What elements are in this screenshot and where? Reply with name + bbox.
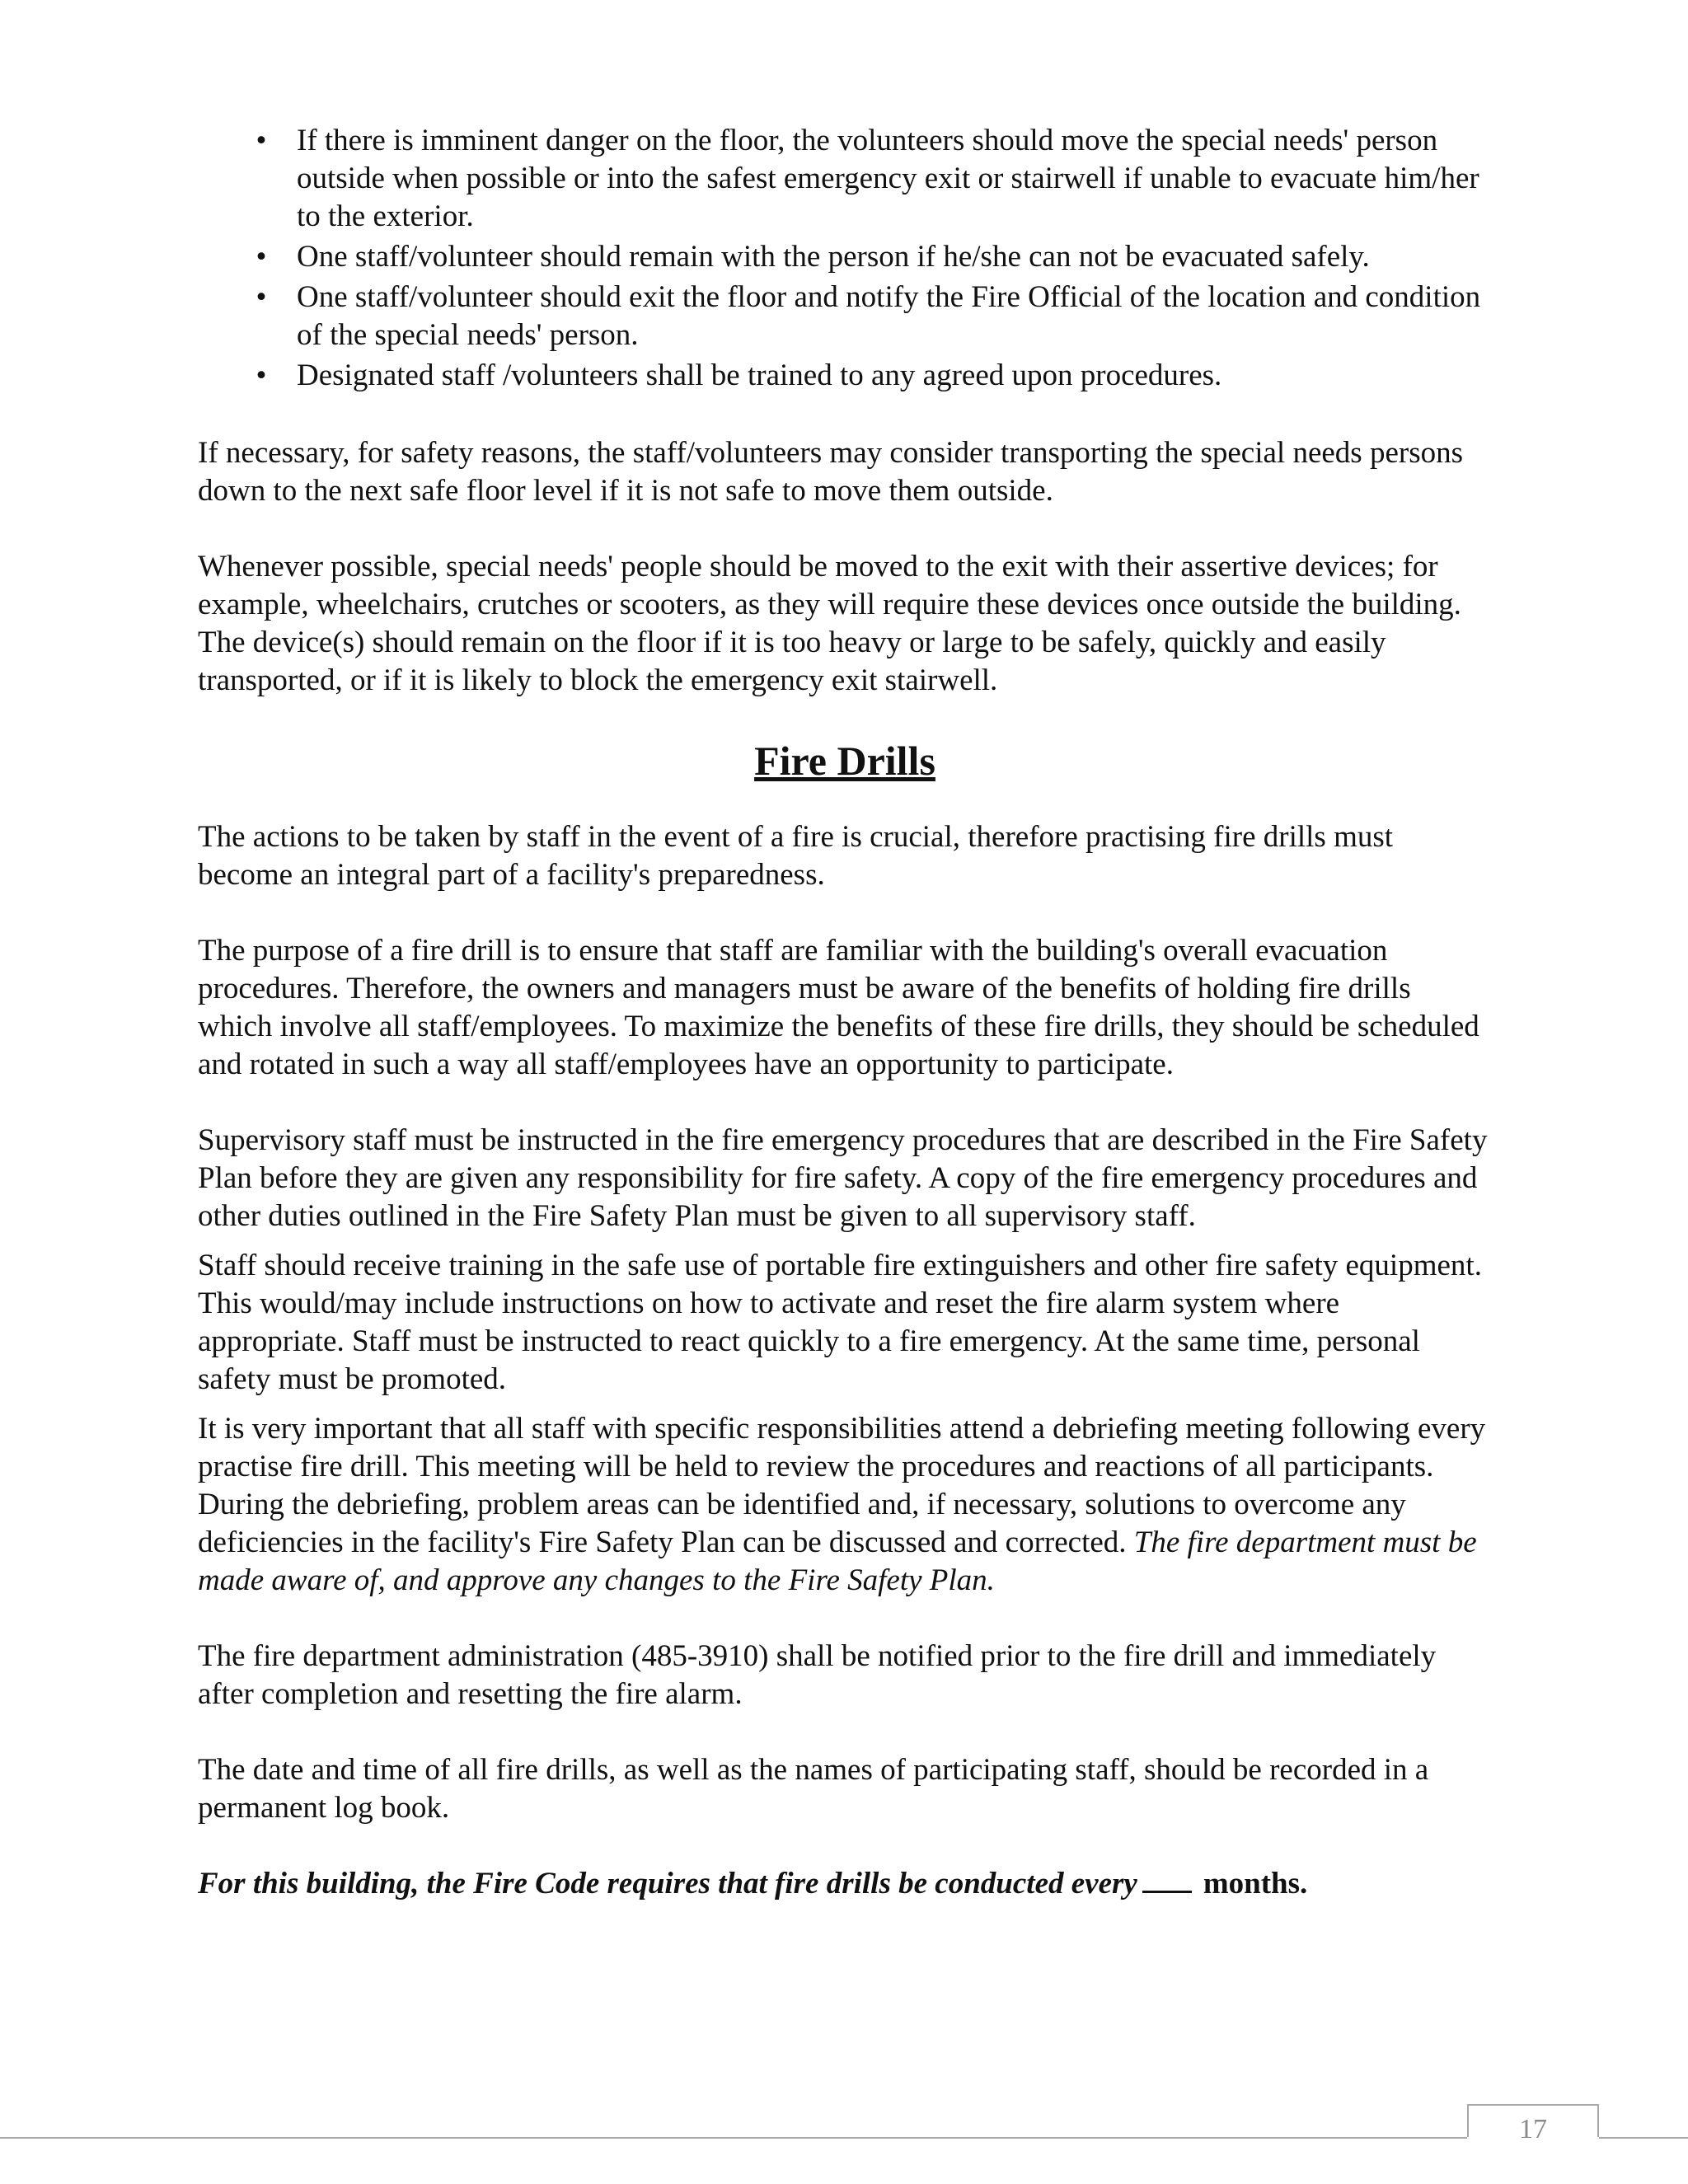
page-content [198,122,1492,1941]
paragraph-notify-administration: The fire department administration (485-3910) shall be notified prior to the fire drill and immediately after completion and resetting the fire alarm. [198,1639,1437,1711]
bullet-item [198,238,1492,276]
section-title-fire-drills: Fire Drills [754,738,935,784]
bullet-dot-icon: • [256,280,267,314]
bullet-text: One staff/volunteer should remain with the person if he/she can not be evacuated safely. [297,240,1370,274]
paragraph-transport: If necessary, for safety reasons, the staff/volunteers may consider transporting the special needs persons down to the next safe floor level if it is not safe to move them outside. [198,436,1463,508]
bullet-dot-icon: • [256,240,267,274]
bullet-text: If there is imminent danger on the floor, the volunteers should move the special needs' person outside when possible or into the safest emergency exit or stairwell if unable to evacuate him/her to the exterior. [297,124,1479,233]
paragraph-staff-training: Staff should receive training in the safe use of portable fire extinguishers and other fire safety equipment. This would/may include instructions on how to activate and reset the fire alarm system where appropriate. Staff must be instructed to react quickly to a fire emergency. At the same time, personal safety must be promoted. [198,1249,1482,1396]
footer-rule-right [1599,2137,1688,2139]
page-number: 17 [1519,2114,1547,2144]
special-needs-bullet-list [198,122,1492,395]
paragraph-debriefing [198,1410,1492,1600]
paragraph-supervisory-staff: Supervisory staff must be instructed in the fire emergency procedures that are described in the Fire Safety Plan before they are given any responsibility for fire safety. A copy of the fire emergency procedures and other duties outlined in the Fire Safety Plan must be given to all supervisory staff. [198,1123,1488,1233]
paragraph-log-book: The date and time of all fire drills, as well as the names of participating staff, should be recorded in a permanent log book. [198,1753,1429,1825]
bullet-text: Designated staff /volunteers shall be trained to any agreed upon procedures. [297,359,1222,392]
bullet-item [198,122,1492,236]
footer-rule-left [0,2137,1467,2139]
months-blank-field [1142,1866,1192,1893]
fire-code-note-text: For this building, the Fire Code requires that fire drills be conducted every [198,1867,1137,1900]
bullet-dot-icon: • [256,359,267,392]
bullet-item [198,279,1492,354]
bullet-dot-icon: • [256,124,267,157]
debriefing-text: It is very important that all staff with specific responsibilities attend a debriefing meeting following every practise fire drill. This meeting will be held to review the procedures and reactions of all participants. During the debriefing, problem areas can be identified and, if necessary, solutions to overcome any deficiencies in the facility's Fire Safety Plan can be discussed and corrected. [198,1412,1486,1559]
bullet-item [198,357,1492,395]
bullet-text: One staff/volunteer should exit the floor and notify the Fire Official of the location and condition of the special needs' person. [297,280,1481,352]
page-number-tab [1467,2104,1599,2144]
paragraph-fire-drills-intro: The actions to be taken by staff in the event of a fire is crucial, therefore practising fire drills must become an integral part of a facility's preparedness. [198,820,1394,892]
paragraph-assistive-devices: Whenever possible, special needs' people should be moved to the exit with their assertive devices; for example, wheelchairs, crutches or scooters, as they will require these devices once outside the building. The device(s) should remain on the floor if it is too heavy or large to be safely, quickly and easily transported, or if it is likely to block the emergency exit stairwell. [198,550,1461,697]
paragraph-fire-drill-purpose: The purpose of a fire drill is to ensure that staff are familiar with the building's overall evacuation procedures. Therefore, the owners and managers must be aware of the benefits of holding fire drills which involve all staff/employees. To maximize the benefits of these fire drills, they should be scheduled and rotated in such a way all staff/employees have an opportunity to participate. [198,934,1479,1081]
debriefing-italic-note: The fire department must be made aware of, and approve any changes to the Fire Safety Plan. [198,1526,1477,1597]
months-unit-label: months. [1203,1867,1308,1900]
fire-code-requirement-note [198,1865,1492,1903]
